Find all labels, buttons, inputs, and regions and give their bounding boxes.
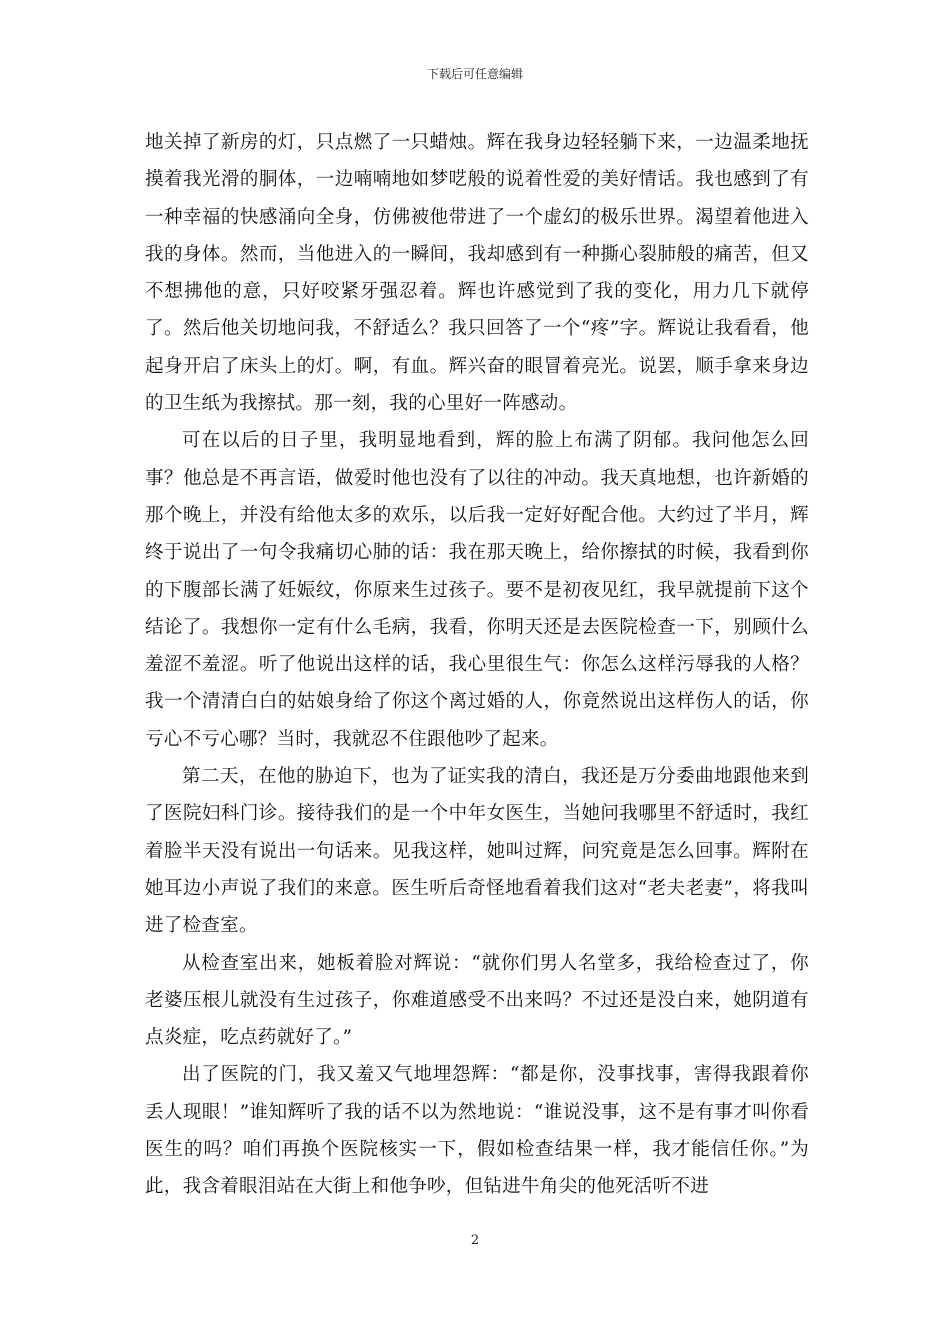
- paragraph-3: 第二天，在他的胁迫下，也为了证实我的清白，我还是万分委曲地跟他来到了医院妇科门诊。接待我们的是一个中年女医生，当她问我哪里不舒适时，我红着脸半天没有说出一句话来。见我这样，她叫过辉，问究竟是怎么回事。辉附在她耳边小声说了我们的来意。医生听后奇怪地看着我们这对“老夫老妻”，将我叫进了检查室。: [145, 766, 809, 937]
- page-number: 2: [470, 1233, 480, 1248]
- paragraph-5: 出了医院的门，我又羞又气地埋怨辉：“都是你，没事找事，害得我跟着你丢人现眼！”谁知辉听了我的话不以为然地说：“谁说没事，这不是有事才叫你看医生的吗？咱们再换个医院核实一下，假如检查结果一样，我才能信任你。”为此，我含着眼泪站在大街上和他争吵，但钻进牛角尖的他死活听不进: [145, 1064, 809, 1198]
- paragraph-4: 从检查室出来，她板着脸对辉说：“就你们男人名堂多，我给检查过了，你老婆压根儿就没有生过孩子，你难道感受不出来吗？不过还是没白来，她阴道有点炎症，吃点药就好了。”: [145, 952, 809, 1049]
- paragraph-2: 可在以后的日子里，我明显地看到，辉的脸上布满了阴郁。我问他怎么回事？他总是不再言语，做爱时他也没有了以往的冲动。我天真地想，也许新婚的那个晚上，并没有给他太多的欢乐，以后我一定好好配合他。大约过了半月，辉终于说出了一句令我痛切心肺的话：我在那天晚上，给你擦拭的时候，我看到你的下腹部长满了妊娠纹，你原来生过孩子。要不是初夜见红，我早就提前下这个结论了。我想你一定有什么毛病，我看，你明天还是去医院检查一下，别顾什么羞涩不羞涩。听了他说出这样的话，我心里很生气：你怎么这样污辱我的人格？我一个清清白白的姑娘身给了你这个离过婚的人，你竟然说出这样伤人的话，你亏心不亏心哪？当时，我就忍不住跟他吵了起来。: [145, 430, 809, 750]
- document-body: [145, 124, 809, 1206]
- page-header: 下载后可任意编辑: [426, 67, 523, 81]
- paragraph-1: 地关掉了新房的灯，只点燃了一只蜡烛。辉在我身边轻轻躺下来，一边温柔地抚摸着我光滑的胴体，一边喃喃地如梦呓般的说着性爱的美好情话。我也感到了有一种幸福的快感涌向全身，仿佛被他带进了一个虚幻的极乐世界。渴望着他进入我的身体。然而，当他进入的一瞬间，我却感到有一种撕心裂肺般的痛苦，但又不想拂他的意，只好咬紧牙强忍着。辉也许感觉到了我的变化，用力几下就停了。然后他关切地问我，不舒适么？我只回答了一个“疼”字。辉说让我看看，他起身开启了床头上的灯。啊，有血。辉兴奋的眼冒着亮光。说罢，顺手拿来身边的卫生纸为我擦拭。那一刻，我的心里好一阵感动。: [145, 132, 809, 415]
